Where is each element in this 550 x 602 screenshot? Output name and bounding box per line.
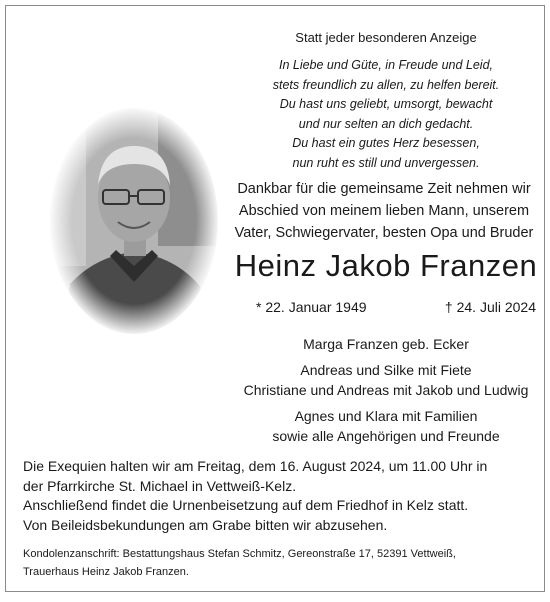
family-line: Christiane und Andreas mit Jakob und Ludwig [243, 382, 529, 398]
obituary-notice [5, 5, 545, 592]
intro-line: Abschied von meinem lieben Mann, unserem [238, 203, 530, 219]
deceased-name: Heinz Jakob Franzen [234, 248, 538, 283]
intro-line: Vater, Schwiegervater, besten Opa und Bruder [234, 225, 534, 241]
family-line: Marga Franzen geb. Ecker [303, 336, 469, 352]
contact-line: Kondolenzanschrift: Bestattungshaus Stefan Schmitz, Gereonstraße 17, 52391 Vettweiß, [23, 548, 456, 560]
poem-line: In Liebe und Güte, in Freude und Leid, [278, 58, 494, 72]
header-line: Statt jeder besonderen Anzeige [295, 30, 477, 45]
funeral-line: Die Exequien halten wir am Freitag, dem 16. August 2024, um 11.00 Uhr in [23, 458, 488, 474]
death-date: † 24. Juli 2024 [444, 299, 536, 315]
life-dates [256, 299, 536, 315]
family-line: Agnes und Klara mit Familien [294, 408, 478, 424]
funeral-line: Von Beileidsbekundungen am Grabe bitten wir abzusehen. [23, 516, 388, 533]
birth-date: * 22. Januar 1949 [256, 299, 367, 315]
portrait-photo [48, 106, 220, 336]
family-line: Andreas und Silke mit Fiete [300, 362, 472, 378]
funeral-line: Anschließend findet die Urnenbeisetzung auf dem Friedhof in Kelz statt. [23, 497, 469, 513]
family-line: sowie alle Angehörigen und Freunde [272, 428, 500, 444]
funeral-line: der Pfarrkirche St. Michael in Vettweiß-Kelz. [23, 477, 297, 494]
poem-line: stets freundlich zu allen, zu helfen bereit. [272, 77, 500, 92]
intro-line: Dankbar für die gemeinsame Zeit nehmen wir [237, 181, 531, 197]
contact-line: Trauerhaus Heinz Jakob Franzen. [23, 566, 189, 578]
intro-text [216, 178, 550, 244]
poem-line: Du hast uns geliebt, umsorgt, bewacht [279, 97, 493, 111]
poem-line: Du hast ein gutes Herz besessen, [292, 136, 480, 150]
family-list [206, 334, 550, 446]
poem-line: nun ruht es still und unvergessen. [292, 155, 480, 170]
funeral-info [23, 457, 543, 535]
contact-address [23, 545, 543, 581]
poem [236, 56, 536, 173]
poem-line: und nur selten an dich gedacht. [298, 116, 474, 131]
